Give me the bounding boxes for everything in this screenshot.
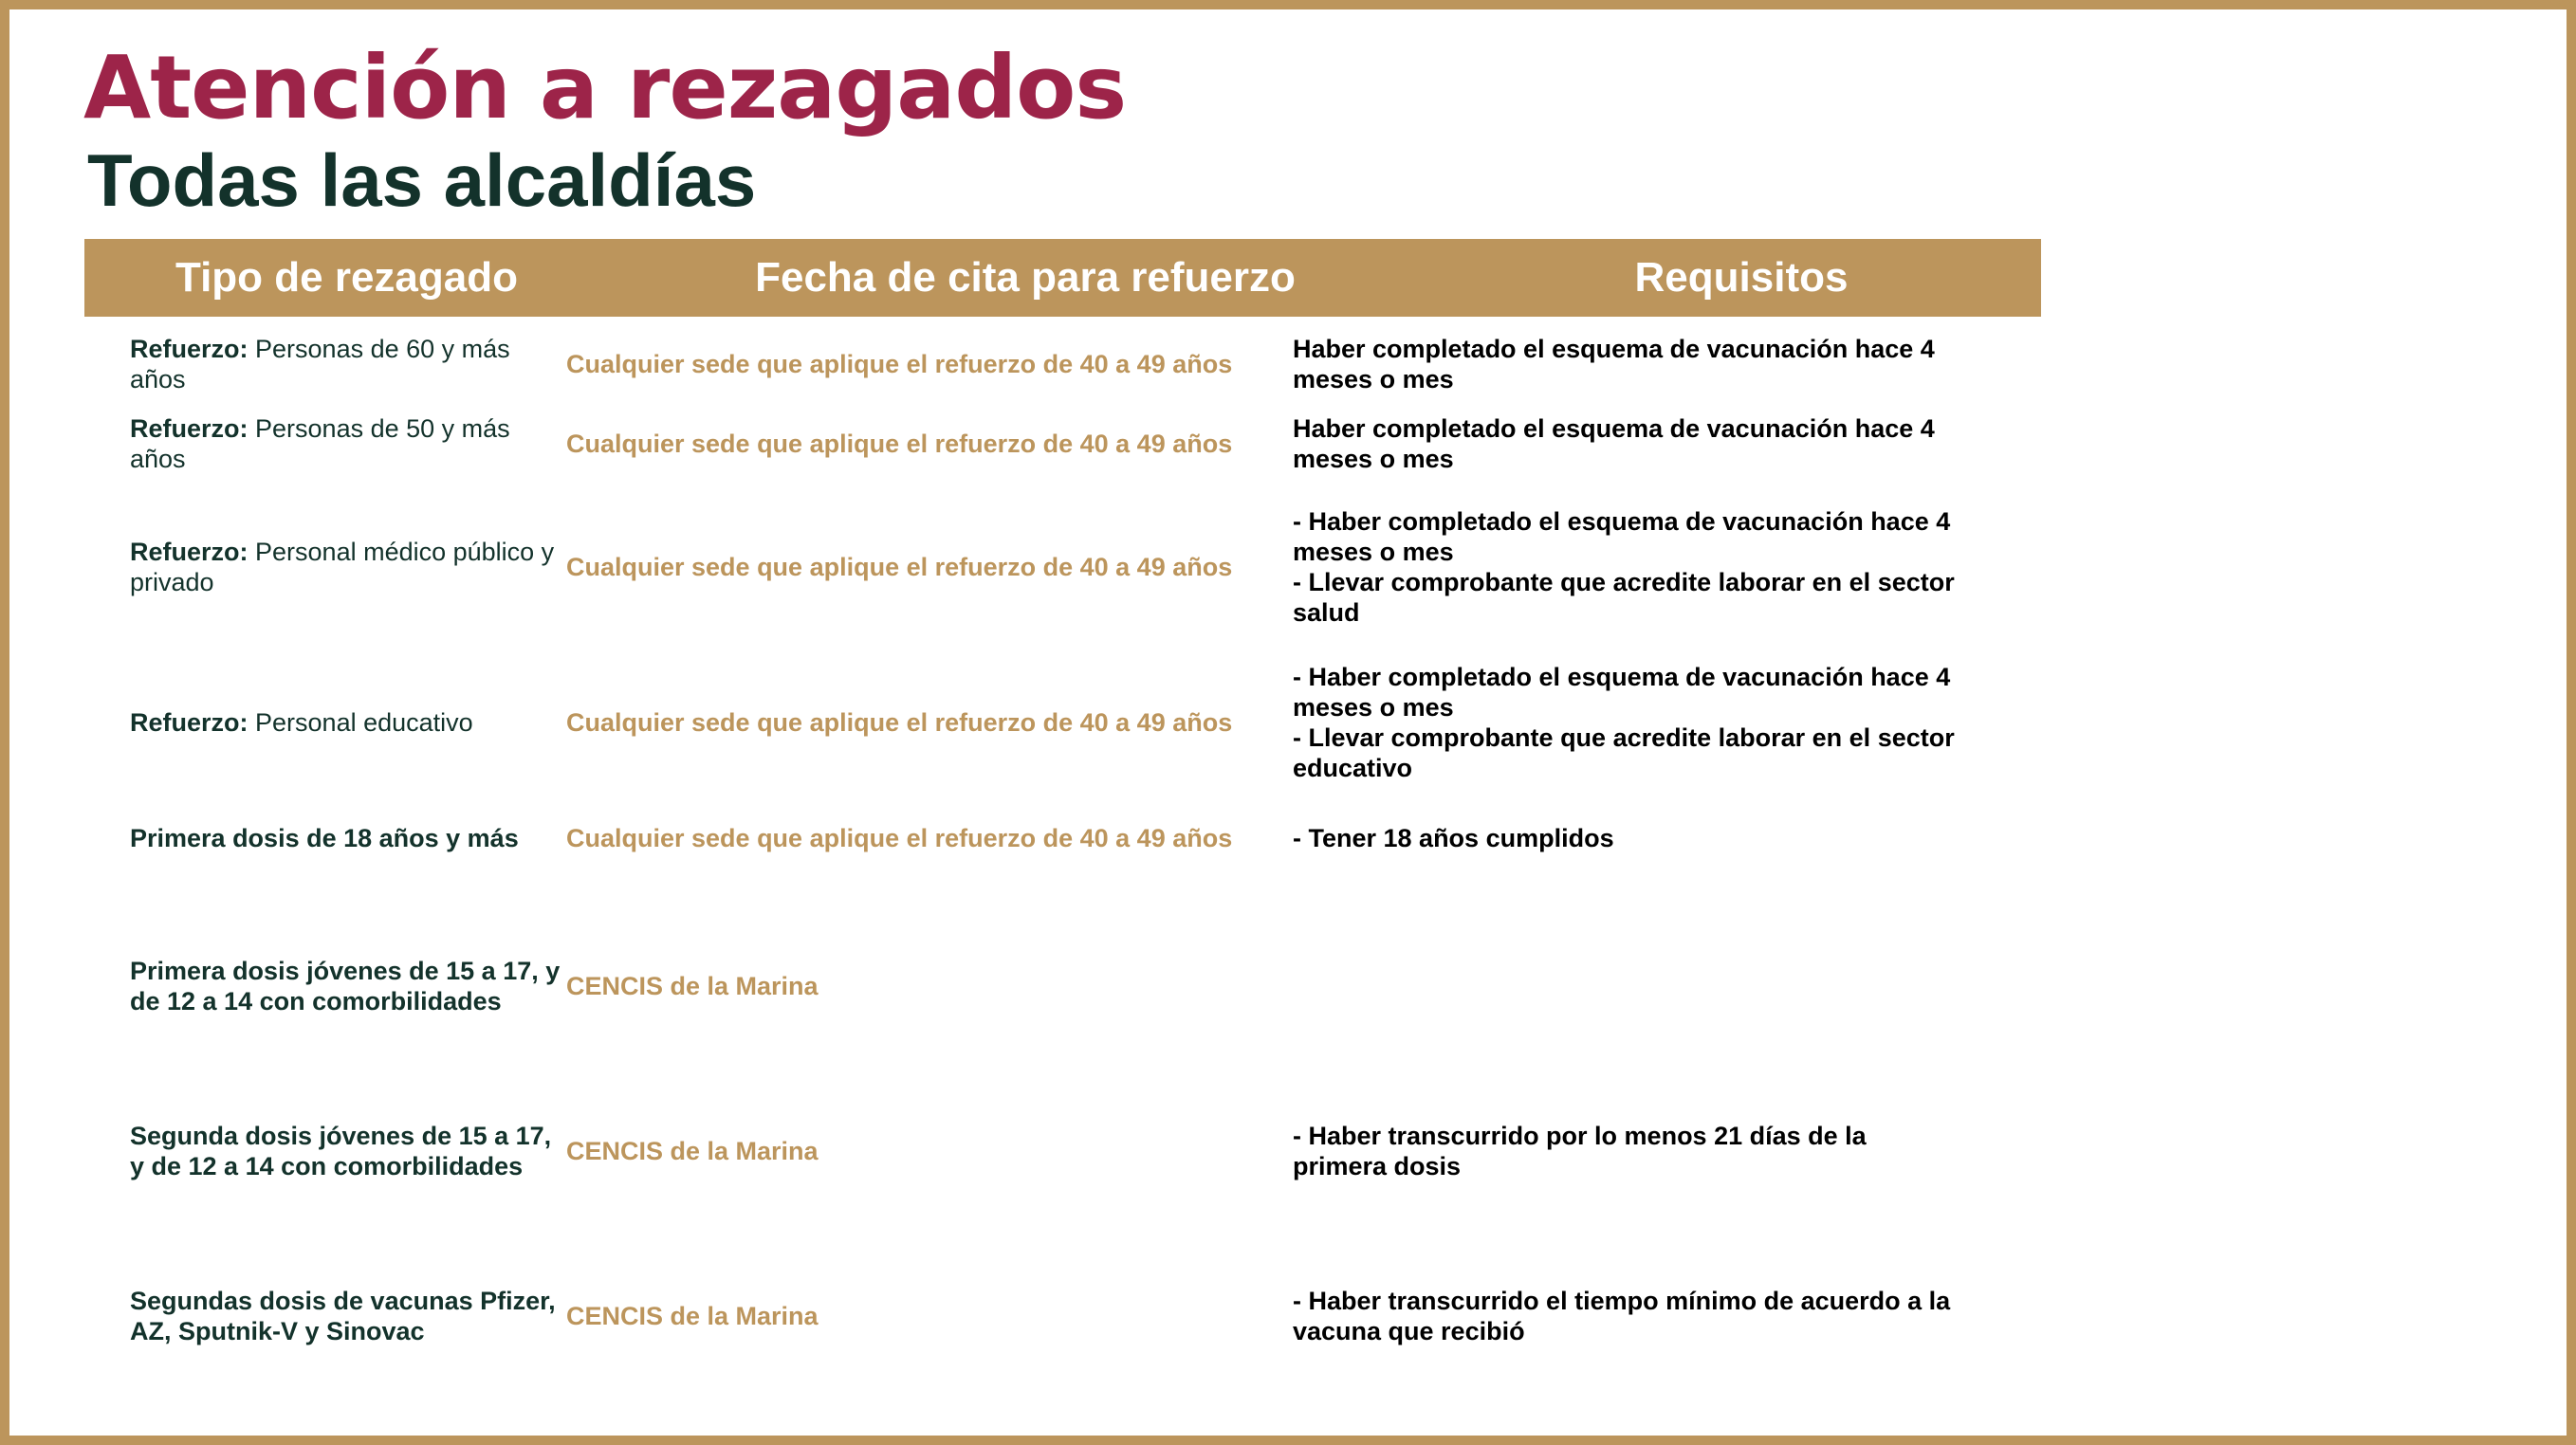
requirement-line: - Llevar comprobante que acredite laborar en el sector salud bbox=[1293, 568, 1955, 627]
row-type: Primera dosis de 18 años y más bbox=[130, 824, 519, 852]
row-requirements bbox=[1293, 413, 1957, 474]
row-site: Cualquier sede que aplique el refuerzo de 40 a 49 años bbox=[566, 708, 1233, 737]
table-row bbox=[84, 656, 2041, 789]
row-site: CENCIS de la Marina bbox=[566, 972, 819, 1000]
row-type-text: Personas de 50 y más años bbox=[130, 414, 510, 473]
page-subtitle: Todas las alcaldías bbox=[87, 138, 757, 222]
row-type-prefix: Refuerzo: bbox=[130, 414, 248, 443]
row-type-text: Personas de 60 y más años bbox=[130, 335, 510, 393]
row-type: Segundas dosis de vacunas Pfizer, AZ, Sputnik-V y Sinovac bbox=[130, 1287, 556, 1345]
requirement-line: - Llevar comprobante que acredite laborar en el sector educativo bbox=[1293, 723, 1955, 782]
row-type bbox=[84, 707, 566, 738]
row-type bbox=[84, 334, 566, 394]
table-row bbox=[84, 501, 2041, 633]
requirement-line: - Haber transcurrido por lo menos 21 días de la primera dosis bbox=[1293, 1122, 1867, 1180]
row-requirements bbox=[1293, 506, 1957, 628]
row-requirements bbox=[1293, 334, 1957, 394]
row-type-text: Personal educativo bbox=[248, 708, 473, 737]
row-site: CENCIS de la Marina bbox=[566, 1137, 819, 1165]
row-requirements bbox=[1293, 823, 1957, 853]
row-site: CENCIS de la Marina bbox=[566, 1302, 819, 1330]
row-type bbox=[84, 413, 566, 474]
row-type-prefix: Refuerzo: bbox=[130, 708, 248, 737]
table-header bbox=[84, 239, 2041, 317]
table-row bbox=[84, 1115, 2041, 1187]
column-header-fecha: Fecha de cita para refuerzo bbox=[755, 254, 1296, 301]
row-type: Primera dosis jóvenes de 15 a 17, y de 12 a 14 con comorbilidades bbox=[130, 957, 561, 1015]
row-type-text: Personal médico público y privado bbox=[130, 538, 555, 596]
row-site: Cualquier sede que aplique el refuerzo de 40 a 49 años bbox=[566, 553, 1233, 581]
row-site: Cualquier sede que aplique el refuerzo de 40 a 49 años bbox=[566, 824, 1233, 852]
row-type-prefix: Refuerzo: bbox=[130, 538, 248, 566]
row-requirements bbox=[1293, 1121, 1957, 1181]
row-requirements bbox=[1293, 1286, 1957, 1346]
table-row bbox=[84, 1280, 2041, 1352]
column-header-tipo: Tipo de rezagado bbox=[175, 254, 519, 301]
row-site: Cualquier sede que aplique el refuerzo de 40 a 49 años bbox=[566, 350, 1233, 378]
requirement-line: - Haber completado el esquema de vacunación hace 4 meses o mes bbox=[1293, 507, 1951, 566]
table-row bbox=[84, 819, 2041, 857]
page-title: Atención a rezagados bbox=[83, 37, 1127, 138]
row-type-prefix: Refuerzo: bbox=[130, 335, 248, 363]
row-type bbox=[84, 537, 566, 597]
column-header-requisitos: Requisitos bbox=[1634, 254, 1849, 301]
table-row bbox=[84, 328, 2041, 400]
requirement-line: - Haber completado el esquema de vacunación hace 4 meses o mes bbox=[1293, 663, 1951, 722]
requirement-line: - Tener 18 años cumplidos bbox=[1293, 824, 1614, 852]
rezagados-table bbox=[84, 239, 2041, 1345]
row-requirements bbox=[1293, 662, 1957, 783]
table-row bbox=[84, 950, 2041, 1022]
row-type: Segunda dosis jóvenes de 15 a 17, y de 12 a 14 con comorbilidades bbox=[130, 1122, 552, 1180]
requirement-line: - Haber transcurrido el tiempo mínimo de acuerdo a la vacuna que recibió bbox=[1293, 1287, 1951, 1345]
row-site: Cualquier sede que aplique el refuerzo de 40 a 49 años bbox=[566, 430, 1233, 458]
requirement-line: Haber completado el esquema de vacunación hace 4 meses o mes bbox=[1293, 335, 1935, 393]
requirement-line: Haber completado el esquema de vacunación hace 4 meses o mes bbox=[1293, 414, 1935, 473]
table-row bbox=[84, 408, 2041, 480]
